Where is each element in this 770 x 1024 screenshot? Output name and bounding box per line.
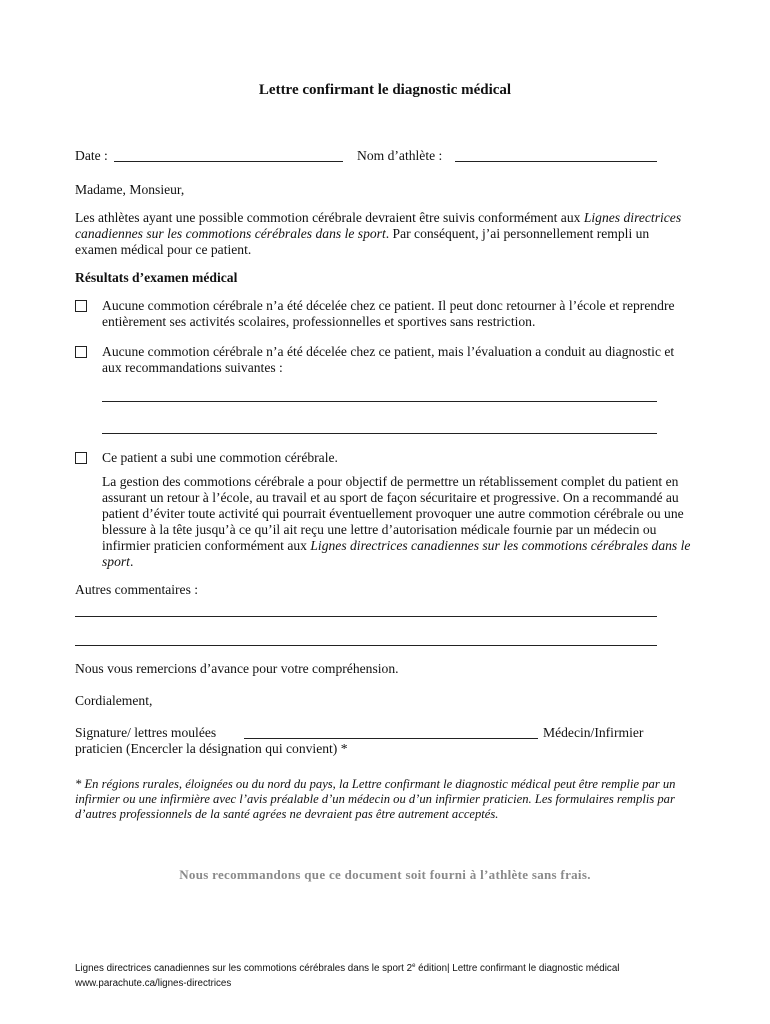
diagnosis-line-2[interactable] [102, 433, 657, 434]
document-title: Lettre confirmant le diagnostic médical [258, 82, 512, 98]
concussion-management-text: La gestion des commotions cérébrale a pour objectif de permettre un rétablissement complet du patient en assurant un retour à l’école, au travail et au sport de façon sécuritaire et progressive. On a recommandé au patient d’éviter toute activité qui pourrait éventuellement provoquer une autre commotion cérébrale ou une blessure à la tête jusqu’à ce qu’il ait reçu une lettre d’autorisation médicale fournie par un médecin ou infirmier praticien conformément aux [102, 474, 684, 553]
other-comments-label: Autres commentaires : [75, 582, 199, 597]
footer [75, 959, 715, 991]
footer-url[interactable]: www.parachute.ca/lignes-directrices [75, 978, 232, 989]
athlete-name-label: Nom d’athlète : [357, 148, 443, 163]
intro-text-1: Les athlètes ayant une possible commotion cérébrale devraient être suivis conformément aux [75, 210, 584, 225]
intro-text-2: . Par conséquent, j’ai personnellement rempli un examen médical pour ce patient. [75, 226, 650, 257]
designation-instruction: praticien (Encercler la désignation qui convient) * [75, 741, 348, 756]
footer-edition-sup: e [412, 963, 416, 969]
comments-line-2[interactable] [75, 645, 657, 646]
date-label: Date : [75, 148, 108, 163]
guidelines-title: Lignes directrices canadiennes sur les commotions cérébrales dans le sport [75, 210, 682, 241]
no-concussion-with-diagnosis-checkbox[interactable] [75, 346, 87, 358]
signature-field[interactable] [244, 738, 538, 739]
no-concussion-text: Aucune commotion cérébrale n’a été décelée chez ce patient. Il peut donc retourner à l’école et reprendre entièrement ses activités scolaires, professionnelles et sportives sans restriction. [102, 298, 675, 329]
footer-line-1 [75, 959, 715, 976]
signature-label: Signature/ lettres moulées [75, 725, 217, 740]
thanks-text: Nous vous remercions d’avance pour votre compréhension. [75, 661, 399, 676]
recommendation-note: Nous recommandons que ce document soit fourni à l’athlète sans frais. [179, 867, 591, 882]
date-field[interactable] [114, 161, 343, 162]
comments-line-1[interactable] [75, 616, 657, 617]
no-concussion-checkbox[interactable] [75, 300, 87, 312]
concussion-management-end: . [129, 554, 134, 569]
concussion-management-paragraph [102, 474, 692, 570]
footnote: * En régions rurales, éloignées ou du nord du pays, la Lettre confirmant le diagnostic médical peut être remplie par un infirmier ou une infirmière avec l’avis préalable d’un médecin ou d’un infirmier praticien. Les formulaires remplis par d’autres professionnels de la santé agrées ne devraient pas être autrement acceptés. [75, 777, 676, 821]
concussion-text: Ce patient a subi une commotion cérébrale. [102, 450, 338, 465]
footer-guidelines: Lignes directrices canadiennes sur les commotions cérébrales dans le sport 2 [75, 963, 413, 974]
results-heading: Résultats d’examen médical [75, 270, 238, 285]
closing-text: Cordialement, [75, 693, 153, 708]
salutation: Madame, Monsieur, [75, 182, 185, 197]
concussion-checkbox[interactable] [75, 452, 87, 464]
footer-document-name: édition| Lettre confirmant le diagnostic médical [415, 963, 620, 974]
no-concussion-with-diagnosis-text: Aucune commotion cérébrale n’a été décelée chez ce patient, mais l’évaluation a conduit au diagnostic et aux recommandations suivantes : [102, 344, 675, 375]
athlete-name-field[interactable] [455, 161, 657, 162]
guidelines-title-2: Lignes directrices canadiennes sur les commotions cérébrales dans le sport [102, 538, 691, 569]
diagnosis-line-1[interactable] [102, 401, 657, 402]
physician-nurse-label: Médecin/Infirmier [543, 725, 644, 740]
intro-paragraph [75, 210, 690, 258]
